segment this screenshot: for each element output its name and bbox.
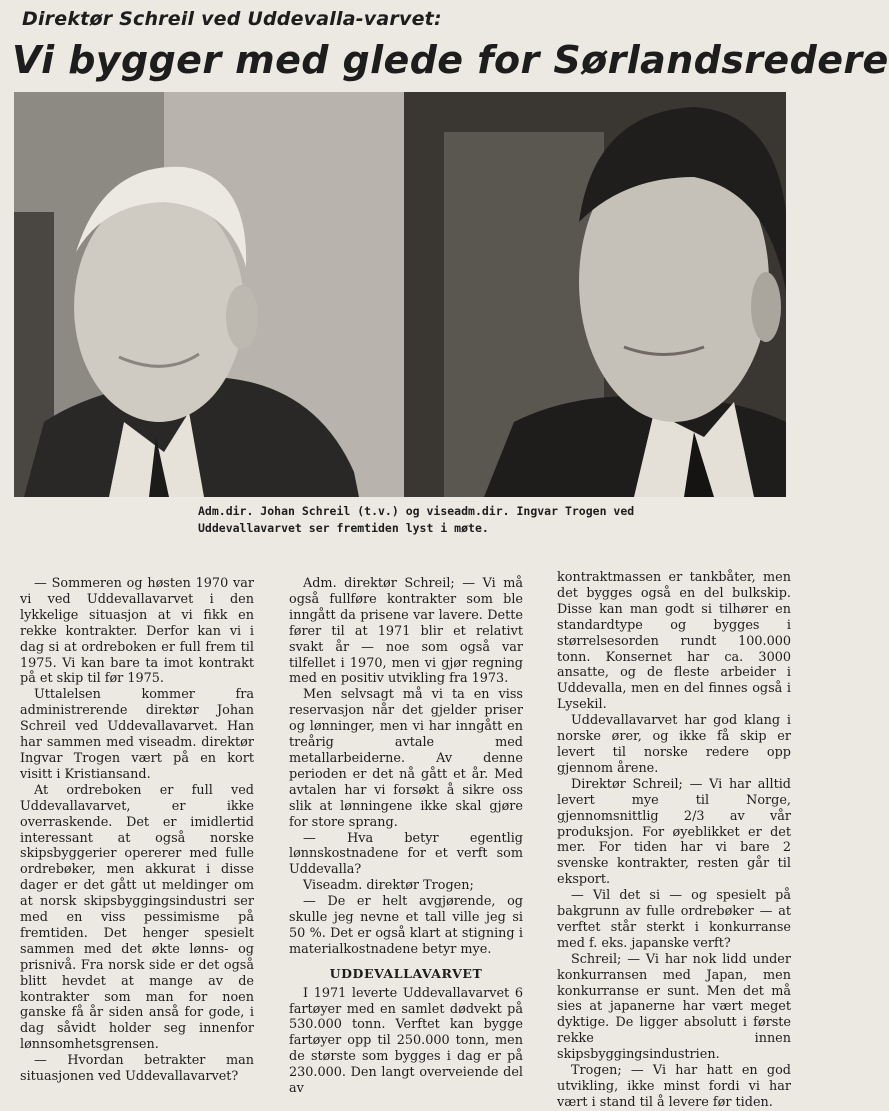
section-subhead: UDDEVALLAVARVET [329, 965, 483, 981]
paragraph: Uttalelsen kommer fra administrerende direktør Johan Schreil ved Uddevallavarvet. Han har sammen med viseadm. direktør Ingvar Trogen vært på en kort visitt i Kristiansand. [20, 687, 254, 782]
paragraph: Viseadm. direktør Trogen; [303, 878, 474, 894]
paragraph: Men selvsagt må vi ta en viss reservasjon når det gjelder priser og lønninger, men vi har inngått en treårig avtale med metallarbeiderne. Av denne perioden er det nå gått et år. Med avtalen har vi forsøkt å sikre oss slik at lønningene ikke skal gjøre for store sprang. [289, 687, 523, 830]
paragraph: Adm. direktør Schreil; — Vi må også fullføre kontrakter som ble inngått da prisene var lavere. Dette fører til at 1971 blir et relativt svakt år — noe som også var tilfellet i 1970, men vi gjør regning med en positiv utvikling fra 1973. [289, 576, 523, 687]
paragraph: I 1971 leverte Uddevallavarvet 6 fartøyer med en samlet dødvekt på 530.000 tonn. Verftet kan bygge fartøyer opp til 250.000 tonn, men de største som bygges i dag er på 230.000. Den langt overveiende del av [289, 985, 523, 1097]
paragraph: kontraktmassen er tankbåter, men det bygges også en del bulkskip. Disse kan man godt si tilhører en standardtype og bygges i størrelsesorden rundt 100.000 tonn. Konsernet har ca. 3000 ansatte, og de fleste arbeider i Uddevalla, men en del finnes også i Lysekil. [557, 570, 791, 713]
article-kicker: Direktør Schreil ved Uddevalla-varvet: [22, 8, 442, 30]
photo-caption: Adm.dir. Johan Schreil (t.v.) og viseadm.dir. Ingvar Trogen ved Uddevallavarvet ser fremtiden lyst i møte. [198, 504, 635, 535]
paragraph: At ordreboken er full ved Uddevallavarvet, er ikke overraskende. Det er imidlertid interessant at også norske skipsbyggerier opererer med fulle ordrebøker, men akkurat i disse dager er det gått ut meldinger om at norsk skipsbyggingsindustri ser med en viss pessimisme på fremtiden. Det henger spesielt sammen med det økte lønns- og prisnivå. Fra norsk side er det også blitt hevdet at mange av de kontrakter som man for noen ganske få år siden anså for gode, i dag såvidt holder seg innenfor lønnsomhetsgrensen. [20, 782, 254, 1053]
article-column-1 [20, 576, 254, 1085]
paragraph: — Hvordan betrakter man situasjonen ved Uddevallavarvet? [20, 1053, 254, 1085]
portrait-photo [14, 92, 786, 497]
paragraph: — Sommeren og høsten 1970 var vi ved Uddevallavarvet i den lykkelige situasjon at vi fikk en rekke kontrakter. Derfor kan vi i dag si at ordreboken er full frem til 1975. Vi kan bare ta imot kontrakt på et skip til før 1975. [20, 576, 254, 687]
article-column-2 [289, 576, 523, 1097]
paragraph: Direktør Schreil; — Vi har alltid levert mye til Norge, gjennomsnittlig 2/3 av vår produksjon. For øyeblikket er det mer. For tiden har vi bare 2 svenske kontrakter, resten går til eksport. [557, 776, 791, 888]
paragraph: — De er helt avgjørende, og skulle jeg nevne et tall ville jeg si 50 %. Det er også klart at stigning i materialkostnadene betyr mye. [289, 894, 523, 957]
paragraph: — Vil det si — og spesielt på bakgrunn av fulle ordrebøker — at verftet står sterkt i konkurranse med f. eks. japanske verft? [557, 888, 791, 951]
article-headline: Vi bygger med glede for Sørlandsredere [12, 38, 889, 82]
paragraph: Schreil; — Vi har nok lidd under konkurransen med Japan, men konkurranse er sunt. Men det må sies at japanerne har vært meget dyktige. De ligger absolutt i første rekke innen skipsbyggingsindustrien. [557, 951, 791, 1063]
article-column-3 [557, 570, 791, 1111]
paragraph: Uddevallavarvet har god klang i norske ører, og ikke få skip er levert til norske redere opp gjennom årene. [557, 713, 791, 776]
paragraph: Trogen; — Vi har hatt en god utvikling, ikke minst fordi vi har vært i stand til å levere før tiden. [557, 1063, 791, 1110]
paragraph: — Hva betyr egentlig lønnskostnadene for et verft som Uddevalla? [289, 830, 523, 878]
